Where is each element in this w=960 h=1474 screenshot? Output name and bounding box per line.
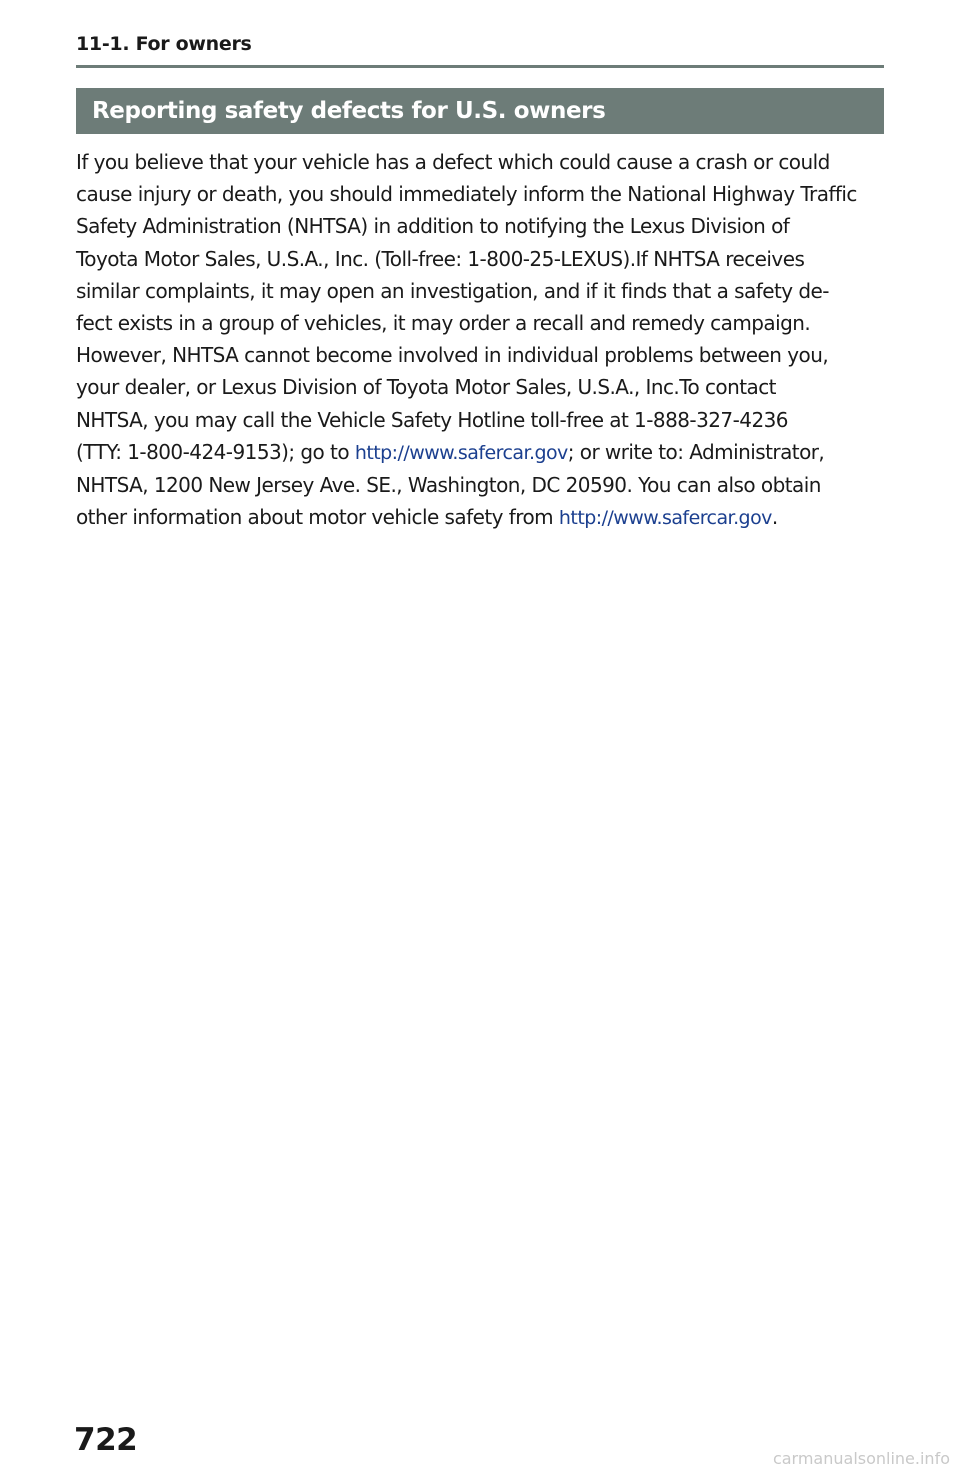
body-line [76,436,888,469]
running-head: 11-1. For owners [76,33,252,55]
body-text-segment: (TTY: 1-800-424-9153); go to [76,439,355,464]
body-line: However, NHTSA cannot become involved in individual problems between you, [76,343,829,368]
body-line: cause injury or death, you should immediately inform the National Highway Traffic [76,182,857,207]
body-text-segment: other information about motor vehicle safety from [76,505,559,530]
watermark: carmanualsonline.info [772,1449,950,1468]
body-paragraph [76,146,888,534]
safercar-link[interactable]: http://www.safercar.gov [558,507,772,530]
body-line: your dealer, or Lexus Division of Toyota Motor Sales, U.S.A., Inc.To contact [76,375,776,400]
header-divider [76,65,884,68]
body-text-segment: . [771,505,778,530]
body-line: NHTSA, 1200 New Jersey Ave. SE., Washington, DC 20590. You can also obtain [76,473,821,498]
body-line: NHTSA, you may call the Vehicle Safety Hotline toll-free at 1-888-327-4236 [76,407,788,432]
section-title: Reporting safety defects for U.S. owners [92,98,606,124]
body-line: If you believe that your vehicle has a defect which could cause a crash or could [76,150,830,174]
page-number: 722 [74,1422,138,1458]
body-line: fect exists in a group of vehicles, it may order a recall and remedy campaign. [76,311,811,336]
body-text-segment: ; or write to: Administrator, [567,439,825,464]
body-line: Safety Administration (NHTSA) in addition to notifying the Lexus Division of [76,214,790,239]
safercar-link[interactable]: http://www.safercar.gov [354,441,568,464]
section-heading-bar [76,88,884,134]
body-line [76,501,888,534]
body-line: Toyota Motor Sales, U.S.A., Inc. (Toll-free: 1-800-25-LEXUS).If NHTSA receives [76,246,805,271]
body-line: similar complaints, it may open an investigation, and if it finds that a safety de- [76,278,829,303]
